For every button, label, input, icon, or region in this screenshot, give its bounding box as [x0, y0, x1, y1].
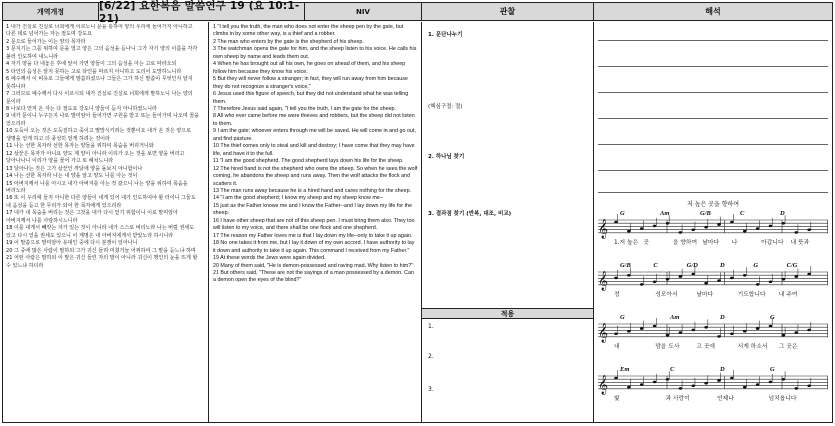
note-head: [730, 221, 734, 224]
chord-symbol: C: [653, 262, 658, 269]
lyric-text: 언제나: [717, 396, 734, 402]
lyric-text: 빛: [614, 396, 620, 402]
verse-en: 10 The thief comes only to steal and kill and destroy; I have come that they may have life, and have it to the full.: [213, 143, 415, 157]
note-head: [807, 273, 811, 276]
note-head: [666, 378, 670, 381]
note-head: [640, 283, 644, 286]
note-head: [769, 325, 773, 328]
lyric-text: 기도합니다: [737, 292, 766, 298]
apply-item-3[interactable]: 3.: [428, 386, 434, 393]
verse-en: 8 All who ever came before me were thieves and robbers, but the sheep did not listen to them.: [213, 113, 415, 127]
note-head: [691, 329, 695, 332]
lyric-text: 정: [614, 292, 620, 298]
note-head: [627, 330, 631, 333]
note-head: [743, 330, 747, 333]
treble-clef-icon: 𝄞: [598, 219, 609, 239]
chord-symbol: G: [620, 210, 625, 217]
verse-kr: 1 내가 진실로 진실로 너희에게 이르노니 문을 통하여 양의 우리에 들어가지 아니하고 다른 데로 넘어가는 자는 절도며 강도요: [6, 24, 193, 38]
note-head: [717, 223, 721, 226]
lyric-text: 날마다: [702, 240, 720, 246]
treble-clef-icon: 𝄞: [598, 323, 609, 343]
verse-kr: 21 어떤 사람은 말하되 이 말은 귀신 들린 자의 말이 아니라 귀신이 맹인의 눈을 뜨게 할 수 있느냐 하더라: [6, 255, 198, 269]
verse-kr: 13 달아나는 것은 그가 삯꾼인 까닭에 양을 돌보지 아니함이나: [6, 165, 143, 172]
verse-kr: 4 자기 양을 다 내놓은 후에 앞서 가면 양들이 그의 음성을 아는 고로 따라오되: [6, 61, 177, 68]
note-head: [666, 334, 670, 337]
verse-en: 21 But others said, "These are not the sayings of a man possessed by a demon. Can a demon open the eyes of the blind?": [213, 269, 414, 284]
chord-symbol: G/B: [700, 210, 711, 217]
verse-kr: 8 나보다 먼저 온 자는 다 절도요 강도니 양들이 듣지 아니하였느니라: [6, 105, 157, 112]
chord-symbol: C/G: [786, 262, 798, 269]
note-head: [794, 231, 798, 234]
note-head: [704, 282, 708, 285]
commentary-line[interactable]: [598, 40, 828, 41]
commentary-line[interactable]: [598, 66, 828, 67]
note-head: [717, 335, 721, 338]
chord-symbol: D: [780, 210, 785, 217]
verse-en: 6 Jesus used this figure of speech, but they did not understand what he was telling them.: [213, 91, 409, 105]
note-head: [691, 229, 695, 232]
note-head: [756, 283, 760, 286]
chord-symbol: D: [720, 314, 725, 321]
verse-en: 13 The man runs away because he is a hired hand and cares nothing for the sheep.: [213, 187, 412, 194]
lyric-text: 내 뜻과: [790, 240, 810, 246]
note-head: [807, 329, 811, 332]
lyric-text: 넘치옵니다: [768, 396, 797, 402]
note-head: [807, 229, 811, 232]
verse-kr: 5 타인의 음성은 알지 못하는 고로 타인을 따르지 아니하고 도리어 도망하느니라: [6, 68, 182, 75]
korean-text-column: [6, 24, 202, 424]
note-head: [756, 327, 760, 330]
verse-kr: 10 도둑이 오는 것은 도둑질하고 죽이고 멸망시키려는 것뿐이요 내가 온 것은 양으로 생명을 얻게 하고 더 풍성히 얻게 하려는 것이라: [6, 128, 191, 142]
chord-symbol: G: [620, 314, 625, 321]
note-head: [794, 331, 798, 334]
verse-kr: 2 문으로 들어가는 이는 양의 목자라: [6, 38, 86, 45]
note-head: [691, 385, 695, 388]
lyric-text: 내 주여: [778, 292, 798, 298]
verse-en: 11 "I am the good shepherd. The good shepherd lays down his life for the sheep.: [213, 158, 404, 165]
verse-en: 19 At these words the Jews were again divided.: [213, 255, 326, 262]
note-head: [653, 225, 657, 228]
verse-en: 3 The watchman opens the gate for him, and the sheep listen to his voice. He calls his own sheep by name and leads them out.: [213, 46, 417, 60]
note-head: [769, 281, 773, 284]
lyric-text: 맘을 도사: [655, 344, 680, 350]
verse-en: 14 "I am the good shepherd; I know my sheep and my sheep know me--: [213, 195, 384, 202]
note-head: [769, 381, 773, 384]
observation-find-god[interactable]: 2. 하나님 찾기: [428, 154, 465, 160]
treble-clef-icon: 𝄞: [598, 271, 609, 291]
note-head: [704, 226, 708, 229]
verse-en: 5 But they will never follow a stranger; in fact, they will run away from him because they do not recognize a stranger's voice.": [213, 76, 408, 90]
observation-header: 관찰: [422, 3, 594, 21]
column-divider: [421, 22, 422, 423]
note-head: [691, 273, 695, 276]
note-head: [717, 279, 721, 282]
commentary-line[interactable]: [598, 144, 828, 145]
note-head: [679, 231, 683, 234]
verse-en: 15 just as the Father knows me and I know the Father--and I lay down my life for the sheep.: [213, 202, 413, 217]
verse-en: 12 The hired hand is not the shepherd who owns the sheep. So when he sees the wolf coming, he abandons the sheep and runs away. Then the wolf attacks the flock and scatters it.: [213, 165, 418, 187]
chord-symbol: Am: [660, 210, 670, 217]
note-head: [653, 381, 657, 384]
song-title: 저 높은 곳을 향하여: [686, 201, 740, 208]
note-head: [730, 277, 734, 280]
note-head: [627, 230, 631, 233]
note-head: [679, 331, 683, 334]
english-text-column: [213, 24, 418, 424]
chord-symbol: G: [770, 366, 775, 373]
niv-label: NIV: [305, 3, 422, 21]
note-head: [794, 387, 798, 390]
lyric-text: 고 곳에: [696, 344, 716, 350]
verse-kr: 3 문지기는 그를 위하여 문을 열고 양은 그의 음성을 듣나니 그가 자기 양의 이름을 각각 불러 인도하여 내느니라: [6, 46, 198, 60]
apply-item-2[interactable]: 2.: [428, 353, 434, 360]
commentary-line[interactable]: [598, 118, 828, 119]
commentary-line[interactable]: [598, 92, 828, 93]
verse-en: 4 When he has brought out all his own, he goes on ahead of them, and his sheep follow him because they know his voice.: [213, 61, 406, 75]
note-head: [614, 221, 618, 224]
note-head: [627, 386, 631, 389]
note-head: [794, 275, 798, 278]
lyric-text: 아갑니다: [761, 240, 784, 246]
note-head: [614, 377, 618, 380]
note-head: [717, 379, 721, 382]
lyric-text: 내: [614, 344, 620, 350]
note-head: [730, 333, 734, 336]
note-head: [640, 383, 644, 386]
verse-kr: 18 이를 내게서 빼앗는 자가 있는 것이 아니라 내가 스스로 버리노라 나는 버릴 권세도 있고 다시 얻을 권세도 있으니 이 계명은 내 아버지에게서 받았노라 하시니라: [6, 225, 195, 239]
chord-symbol: D: [720, 262, 725, 269]
lyric-text: 곳: [643, 240, 650, 246]
verse-en: 2 The man who enters by the gate is the shepherd of his sheep.: [213, 38, 364, 45]
verse-kr: 15 아버지께서 나를 아시고 내가 아버지를 아는 것 같으니 나는 양을 위하여 목숨을 버리노라: [6, 180, 188, 194]
chord-symbol: C: [670, 366, 675, 373]
lyric-text: 과 사랑이: [665, 396, 690, 402]
sheet-music: [598, 206, 828, 420]
lyric-text: 1.저 높은: [614, 240, 639, 246]
note-head: [756, 383, 760, 386]
note-head: [653, 325, 657, 328]
column-divider: [593, 22, 594, 423]
verse-en: 9 I am the gate; whoever enters through me will be saved. He will come in and go out, and find pasture.: [213, 128, 416, 142]
verse-kr: 16 또 이 우리에 들지 아니한 다른 양들이 내게 있어 내가 인도하여야 할 터이니 그들도 내 음성을 듣고 한 무리가 되어 한 목자에게 있으리라: [6, 195, 196, 209]
column-divider: [208, 22, 209, 423]
note-head: [640, 227, 644, 230]
note-head: [769, 225, 773, 228]
note-head: [653, 281, 657, 284]
lyric-text: 을 향하여: [672, 240, 698, 246]
note-head: [730, 377, 734, 380]
commentary-line[interactable]: [598, 192, 828, 193]
commentary-line[interactable]: [598, 170, 828, 171]
apply-header: 적용: [422, 308, 593, 319]
verse-en: 20 Many of them said, "He is demon-possessed and raving mad. Why listen to him?": [213, 262, 414, 269]
note-head: [679, 275, 683, 278]
treble-clef-icon: 𝄞: [598, 375, 609, 395]
note-head: [679, 387, 683, 390]
note-head: [666, 222, 670, 225]
note-head: [627, 274, 631, 277]
verse-kr: 14 나는 선한 목자라 나는 내 양을 알고 양도 나를 아는 것이: [6, 173, 138, 180]
verse-kr: 6 예수께서 이 비유로 그들에게 말씀하셨으나 그들은 그가 하신 말씀이 무엇인지 알지 못하니라: [6, 76, 193, 90]
chord-symbol: G: [753, 262, 759, 269]
verse-en: 17 The reason my Father loves me is that I lay down my life--only to take it up again.: [213, 232, 413, 239]
note-head: [704, 382, 708, 385]
apply-item-1[interactable]: 1.: [428, 323, 434, 330]
note-head: [743, 230, 747, 233]
lyric-text: 서게 하소서: [737, 344, 768, 350]
lyric-text: 성모아서: [655, 292, 678, 298]
lyric-text: 나: [731, 240, 738, 246]
note-head: [614, 333, 618, 336]
lyric-text: 그 곳은: [778, 344, 798, 350]
note-head: [666, 278, 670, 281]
verse-kr: 20 그 중에 많은 사람이 말하되 그가 귀신 들려 미쳤거늘 어찌하여 그 말을 듣느냐 하며: [6, 247, 196, 254]
verse-kr: 17 내가 내 목숨을 버리는 것은 그것을 내가 다시 얻기 위함이니 이로 말미암아 아버지께서 나를 사랑하시느니라: [6, 210, 178, 224]
note-head: [756, 227, 760, 230]
observation-find-results[interactable]: 3. 결과점 찾기 (반복, 대조, 비교): [428, 211, 512, 217]
chord-symbol: G/B: [620, 262, 631, 269]
verse-en: 1 "I tell you the truth, the man who does not enter the sheep pen by the gate, but climbs in by some other way, is a thief and a robber.: [213, 24, 404, 38]
verse-kr: 12 삯꾼은 목자가 아니요 양도 제 양이 아니라 이리가 오는 것을 보면 양을 버리고 달아나나니 이리가 양을 물어 가고 또 헤치느니라: [6, 150, 185, 165]
verse-kr: 9 내가 문이니 누구든지 나로 말미암아 들어가면 구원을 받고 또는 들어가며 나오며 꼴을 얻으리라: [6, 113, 200, 127]
verse-kr: 19 이 말씀으로 말미암아 유대인 중에 다시 분쟁이 일어나니: [6, 240, 138, 247]
page-title: [6/22] 요한복음 말씀연구 19 (요 10:1-21): [99, 3, 305, 21]
verse-kr: 7 그러므로 예수께서 다시 이르시되 내가 진실로 진실로 너희에게 말하노니 나는 양의 문이라: [6, 91, 193, 105]
verse-en: 16 I have other sheep that are not of this sheep pen. I must bring them also. They too will listen to my voice, and there shall be one flock and one shepherd.: [213, 217, 415, 232]
chord-symbol: Am: [670, 314, 680, 321]
revision-label: 개역개정: [3, 3, 99, 21]
lyric-text: 날마다: [696, 292, 714, 298]
note-head: [704, 326, 708, 329]
note-head: [640, 327, 644, 330]
note-head: [807, 385, 811, 388]
verse-kr: 11 나는 선한 목자라 선한 목자는 양들을 위하여 목숨을 버리거니와: [6, 143, 154, 150]
observation-keyverse[interactable]: (핵심구절: 절): [428, 104, 463, 110]
chord-symbol: Em: [620, 366, 630, 373]
chord-symbol: D: [720, 366, 725, 373]
chord-symbol: G: [770, 314, 775, 321]
note-head: [743, 274, 747, 277]
observation-paragraphs[interactable]: 1. 문단나누기: [428, 32, 463, 38]
note-head: [743, 386, 747, 389]
chord-symbol: C: [740, 210, 745, 217]
verse-en: 18 No one takes it from me, but I lay it down of my own accord. I have authority to lay it down and authority to take it up again. This command I received from my Father.": [213, 240, 415, 254]
commentary-header: 해석: [594, 3, 832, 21]
chord-symbol: G/D: [686, 262, 698, 269]
note-head: [614, 277, 618, 280]
verse-en: 7 Therefore Jesus said again, "I tell you the truth, I am the gate for the sheep.: [213, 105, 396, 112]
